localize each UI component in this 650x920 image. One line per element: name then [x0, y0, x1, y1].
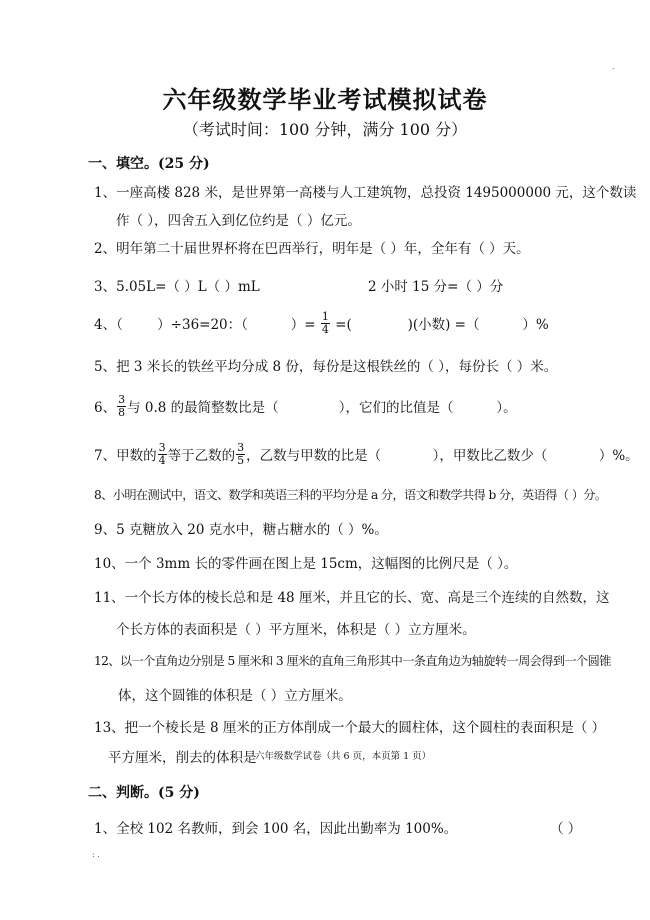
question-4-fraction — [321, 311, 330, 336]
page-title: 六年级数学毕业考试模拟试卷 — [162, 85, 488, 114]
question-7-part-c: ，乙数与甲数的比是（ ），甲数比乙数少（ ）%。 — [246, 448, 639, 464]
section-2-heading: 二、判断。(5 分) — [88, 785, 200, 801]
question-1-line-1: 1、一座高楼 828 米，是世界第一高楼与人工建筑物，总投资 1495000000 元，这个数读 — [94, 185, 637, 201]
question-4-before: 4、（ ）÷36=20：（ ）= — [94, 317, 320, 333]
question-4 — [94, 305, 549, 341]
fraction-denominator: 4 — [158, 453, 166, 467]
judge-question-1: 1、全校 102 名教师，到会 100 名，因此出勤率为 100%。 — [94, 821, 458, 837]
fraction-numerator: 3 — [118, 392, 126, 406]
question-13-line-2: 平方厘米，削去的体积是 — [108, 750, 257, 766]
fraction-denominator: 4 — [321, 322, 329, 336]
question-12-line-2: 体，这个圆锥的体积是（ ）立方厘米。 — [118, 688, 352, 704]
question-1-line-2: 作（ ），四舍五入到亿位约是（ ）亿元。 — [116, 213, 361, 229]
question-7-fraction-1 — [158, 442, 167, 467]
question-9: 9、5 克糖放入 20 克水中，糖占糖水的（ ）%。 — [94, 522, 388, 538]
question-10: 10、一个 3mm 长的零件画在图上是 15cm，这幅图的比例尺是（ ）。 — [94, 556, 518, 572]
corner-dot: . — [612, 62, 615, 71]
question-11-line-1: 11、一个长方体的棱长总和是 48 厘米，并且它的长、宽、高是三个连续的自然数，这 — [94, 590, 610, 606]
question-12-line-1: 12、以一个直角边分别是 5 厘米和 3 厘米的直角三角形其中一条直角边为轴旋转一周会得到一个圆锥 — [94, 654, 611, 668]
page-footer: 六年级数学试卷（共 6 页，本页第 1 页） — [255, 751, 432, 762]
fraction-numerator: 3 — [237, 440, 245, 454]
question-6 — [94, 388, 517, 424]
bottom-mark: : . — [92, 850, 100, 859]
question-4-after: =( )(小数) =（ ）% — [330, 317, 549, 333]
fraction-numerator: 3 — [158, 440, 166, 454]
question-7-part-a: 7、甲数的 — [94, 448, 157, 464]
question-6-fraction — [117, 394, 126, 419]
page-subtitle: （考试时间：100 分钟，满分 100 分） — [182, 120, 468, 139]
question-3-left: 3、5.05L=（ ）L（ ）mL — [94, 279, 260, 295]
fraction-denominator: 8 — [118, 405, 126, 419]
judge-question-1-answer: （ ） — [550, 821, 582, 837]
question-6-rest: 与 0.8 的最简整数比是（ ），它们的比值是（ ）。 — [127, 400, 517, 416]
fraction-denominator: 5 — [237, 453, 245, 467]
question-2: 2、明年第二十届世界杯将在巴西举行，明年是（ ）年，全年有（ ）天。 — [94, 241, 530, 257]
question-11-line-2: 个长方体的表面积是（ ）平方厘米，体积是（ ）立方厘米。 — [116, 622, 476, 638]
question-3-right: 2 小时 15 分=（ ）分 — [368, 279, 504, 295]
question-7-fraction-2 — [236, 442, 245, 467]
question-8: 8、小明在测试中，语文、数学和英语三科的平均分是 a 分，语文和数学共得 b 分，英语得（ ）分。 — [94, 488, 607, 502]
fraction-numerator: 1 — [321, 309, 329, 323]
question-7-part-b: 等于乙数的 — [167, 448, 236, 464]
question-13-line-1: 13、把一个棱长是 8 厘米的正方体削成一个最大的圆柱体，这个圆柱的表面积是（ ） — [94, 720, 606, 736]
section-1-heading: 一、填空。(25 分) — [88, 156, 210, 172]
question-6-prefix: 6、 — [94, 400, 117, 416]
question-7 — [94, 436, 639, 472]
question-5: 5、把 3 米长的铁丝平均分成 8 份，每份是这根铁丝的（ ），每份长（ ）米。 — [94, 359, 558, 375]
